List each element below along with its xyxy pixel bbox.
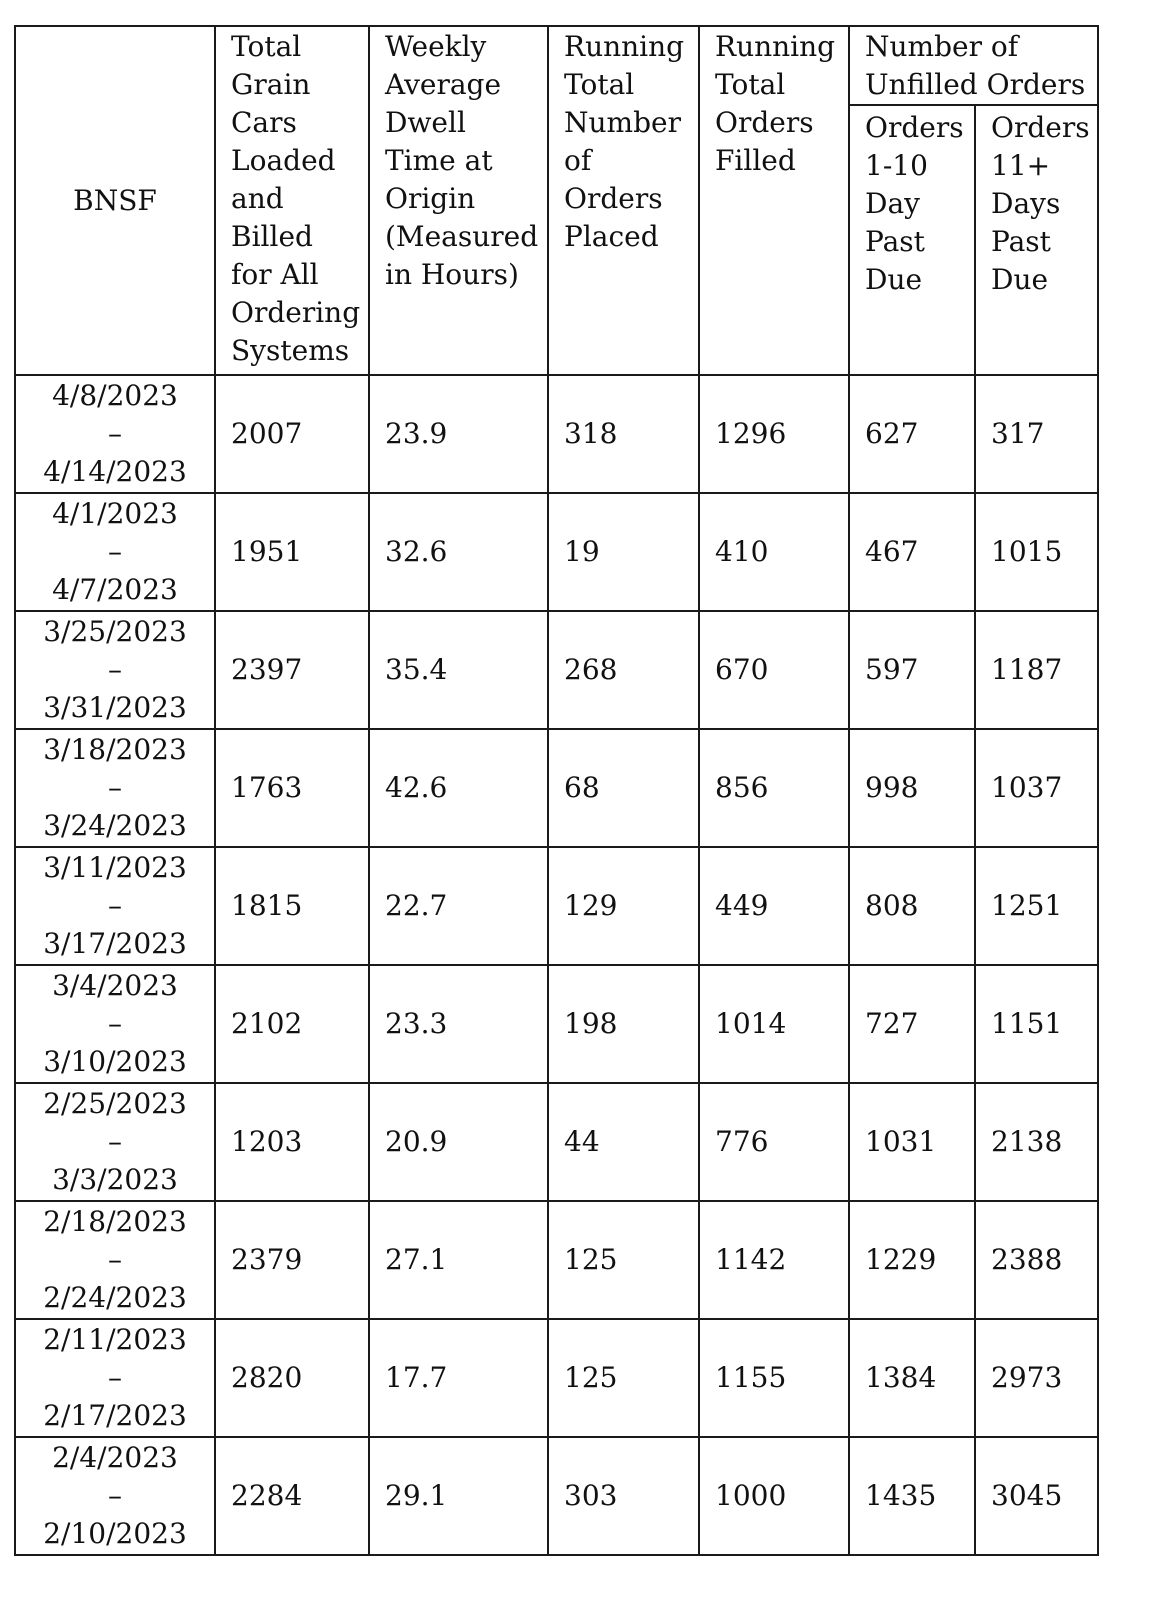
- header-unfilled-11-plus-days: Orders 11+ Days Past Due: [975, 105, 1098, 375]
- week-end: 3/3/2023: [52, 1163, 178, 1196]
- week-range-cell: [15, 847, 215, 965]
- week-start: 3/11/2023: [43, 851, 187, 884]
- range-separator: –: [108, 771, 122, 804]
- week-end: 4/14/2023: [43, 455, 187, 488]
- table-row: [15, 1437, 1098, 1555]
- table-header: [15, 26, 1098, 375]
- week-start: 2/25/2023: [43, 1087, 187, 1120]
- week-end: 3/24/2023: [43, 809, 187, 842]
- unfilled-1-10-days-cell: 1384: [849, 1319, 975, 1437]
- week-end: 3/31/2023: [43, 691, 187, 724]
- week-range-cell: [15, 1201, 215, 1319]
- orders-filled-cell: 1296: [699, 375, 849, 493]
- unfilled-1-10-days-cell: 998: [849, 729, 975, 847]
- week-start: 4/8/2023: [52, 379, 178, 412]
- orders-placed-cell: 303: [548, 1437, 699, 1555]
- unfilled-11-plus-days-cell: 2388: [975, 1201, 1098, 1319]
- range-separator: –: [108, 417, 122, 450]
- dwell-time-cell: 42.6: [369, 729, 548, 847]
- table-row: [15, 729, 1098, 847]
- week-start: 2/18/2023: [43, 1205, 187, 1238]
- dwell-time-cell: 35.4: [369, 611, 548, 729]
- week-range-cell: [15, 375, 215, 493]
- week-end: 2/24/2023: [43, 1281, 187, 1314]
- orders-placed-cell: 19: [548, 493, 699, 611]
- unfilled-1-10-days-cell: 627: [849, 375, 975, 493]
- table-row: [15, 1083, 1098, 1201]
- header-row: [15, 26, 1098, 105]
- dwell-time-cell: 23.3: [369, 965, 548, 1083]
- table-row: [15, 1319, 1098, 1437]
- bnsf-grain-car-table: [14, 25, 1099, 1556]
- range-separator: –: [108, 1243, 122, 1276]
- orders-placed-cell: 125: [548, 1201, 699, 1319]
- orders-filled-cell: 1142: [699, 1201, 849, 1319]
- unfilled-11-plus-days-cell: 317: [975, 375, 1098, 493]
- total-cars-cell: 2820: [215, 1319, 369, 1437]
- orders-filled-cell: 776: [699, 1083, 849, 1201]
- header-orders-filled: Running Total Orders Filled: [699, 26, 849, 375]
- dwell-time-cell: 27.1: [369, 1201, 548, 1319]
- dwell-time-cell: 20.9: [369, 1083, 548, 1201]
- table-row: [15, 1201, 1098, 1319]
- unfilled-1-10-days-cell: 1229: [849, 1201, 975, 1319]
- orders-placed-cell: 268: [548, 611, 699, 729]
- orders-filled-cell: 856: [699, 729, 849, 847]
- unfilled-11-plus-days-cell: 1037: [975, 729, 1098, 847]
- range-separator: –: [108, 653, 122, 686]
- range-separator: –: [108, 1007, 122, 1040]
- table-row: [15, 493, 1098, 611]
- total-cars-cell: 2007: [215, 375, 369, 493]
- week-range-cell: [15, 611, 215, 729]
- range-separator: –: [108, 1361, 122, 1394]
- unfilled-1-10-days-cell: 597: [849, 611, 975, 729]
- week-start: 3/18/2023: [43, 733, 187, 766]
- unfilled-11-plus-days-cell: 3045: [975, 1437, 1098, 1555]
- orders-filled-cell: 1155: [699, 1319, 849, 1437]
- orders-filled-cell: 1000: [699, 1437, 849, 1555]
- orders-filled-cell: 449: [699, 847, 849, 965]
- orders-placed-cell: 44: [548, 1083, 699, 1201]
- unfilled-1-10-days-cell: 727: [849, 965, 975, 1083]
- week-end: 2/17/2023: [43, 1399, 187, 1432]
- unfilled-11-plus-days-cell: 2138: [975, 1083, 1098, 1201]
- unfilled-11-plus-days-cell: 1251: [975, 847, 1098, 965]
- header-orders-placed: Running Total Number of Orders Placed: [548, 26, 699, 375]
- week-range-cell: [15, 493, 215, 611]
- table-body: [15, 375, 1098, 1555]
- table-row: [15, 965, 1098, 1083]
- dwell-time-cell: 22.7: [369, 847, 548, 965]
- week-range-cell: [15, 1319, 215, 1437]
- unfilled-1-10-days-cell: 1435: [849, 1437, 975, 1555]
- week-range-cell: [15, 1437, 215, 1555]
- range-separator: –: [108, 889, 122, 922]
- week-start: 4/1/2023: [52, 497, 178, 530]
- week-range-cell: [15, 965, 215, 1083]
- header-unfilled-1-10-days: Orders 1-10 Day Past Due: [849, 105, 975, 375]
- orders-placed-cell: 129: [548, 847, 699, 965]
- total-cars-cell: 1203: [215, 1083, 369, 1201]
- table-row: [15, 847, 1098, 965]
- range-separator: –: [108, 1479, 122, 1512]
- total-cars-cell: 2397: [215, 611, 369, 729]
- unfilled-11-plus-days-cell: 1187: [975, 611, 1098, 729]
- week-start: 2/11/2023: [43, 1323, 187, 1356]
- header-dwell-time: Weekly Average Dwell Time at Origin (Measured in Hours): [369, 26, 548, 375]
- range-separator: –: [108, 1125, 122, 1158]
- table-row: [15, 375, 1098, 493]
- week-start: 2/4/2023: [52, 1441, 178, 1474]
- unfilled-11-plus-days-cell: 1151: [975, 965, 1098, 1083]
- unfilled-1-10-days-cell: 467: [849, 493, 975, 611]
- total-cars-cell: 2284: [215, 1437, 369, 1555]
- week-end: 3/17/2023: [43, 927, 187, 960]
- unfilled-11-plus-days-cell: 2973: [975, 1319, 1098, 1437]
- dwell-time-cell: 29.1: [369, 1437, 548, 1555]
- week-end: 3/10/2023: [43, 1045, 187, 1078]
- orders-filled-cell: 1014: [699, 965, 849, 1083]
- total-cars-cell: 1763: [215, 729, 369, 847]
- unfilled-1-10-days-cell: 808: [849, 847, 975, 965]
- table-row: [15, 611, 1098, 729]
- dwell-time-cell: 23.9: [369, 375, 548, 493]
- unfilled-1-10-days-cell: 1031: [849, 1083, 975, 1201]
- orders-placed-cell: 198: [548, 965, 699, 1083]
- week-range-cell: [15, 1083, 215, 1201]
- total-cars-cell: 1815: [215, 847, 369, 965]
- orders-filled-cell: 670: [699, 611, 849, 729]
- header-unfilled-orders: Number of Unfilled Orders: [849, 26, 1098, 105]
- week-end: 4/7/2023: [52, 573, 178, 606]
- orders-filled-cell: 410: [699, 493, 849, 611]
- orders-placed-cell: 125: [548, 1319, 699, 1437]
- dwell-time-cell: 32.6: [369, 493, 548, 611]
- header-railroad: BNSF: [15, 26, 215, 375]
- week-end: 2/10/2023: [43, 1517, 187, 1550]
- orders-placed-cell: 318: [548, 375, 699, 493]
- header-total-grain-cars: Total Grain Cars Loaded and Billed for All Ordering Systems: [215, 26, 369, 375]
- total-cars-cell: 2102: [215, 965, 369, 1083]
- unfilled-11-plus-days-cell: 1015: [975, 493, 1098, 611]
- week-start: 3/4/2023: [52, 969, 178, 1002]
- week-range-cell: [15, 729, 215, 847]
- total-cars-cell: 1951: [215, 493, 369, 611]
- dwell-time-cell: 17.7: [369, 1319, 548, 1437]
- total-cars-cell: 2379: [215, 1201, 369, 1319]
- range-separator: –: [108, 535, 122, 568]
- week-start: 3/25/2023: [43, 615, 187, 648]
- orders-placed-cell: 68: [548, 729, 699, 847]
